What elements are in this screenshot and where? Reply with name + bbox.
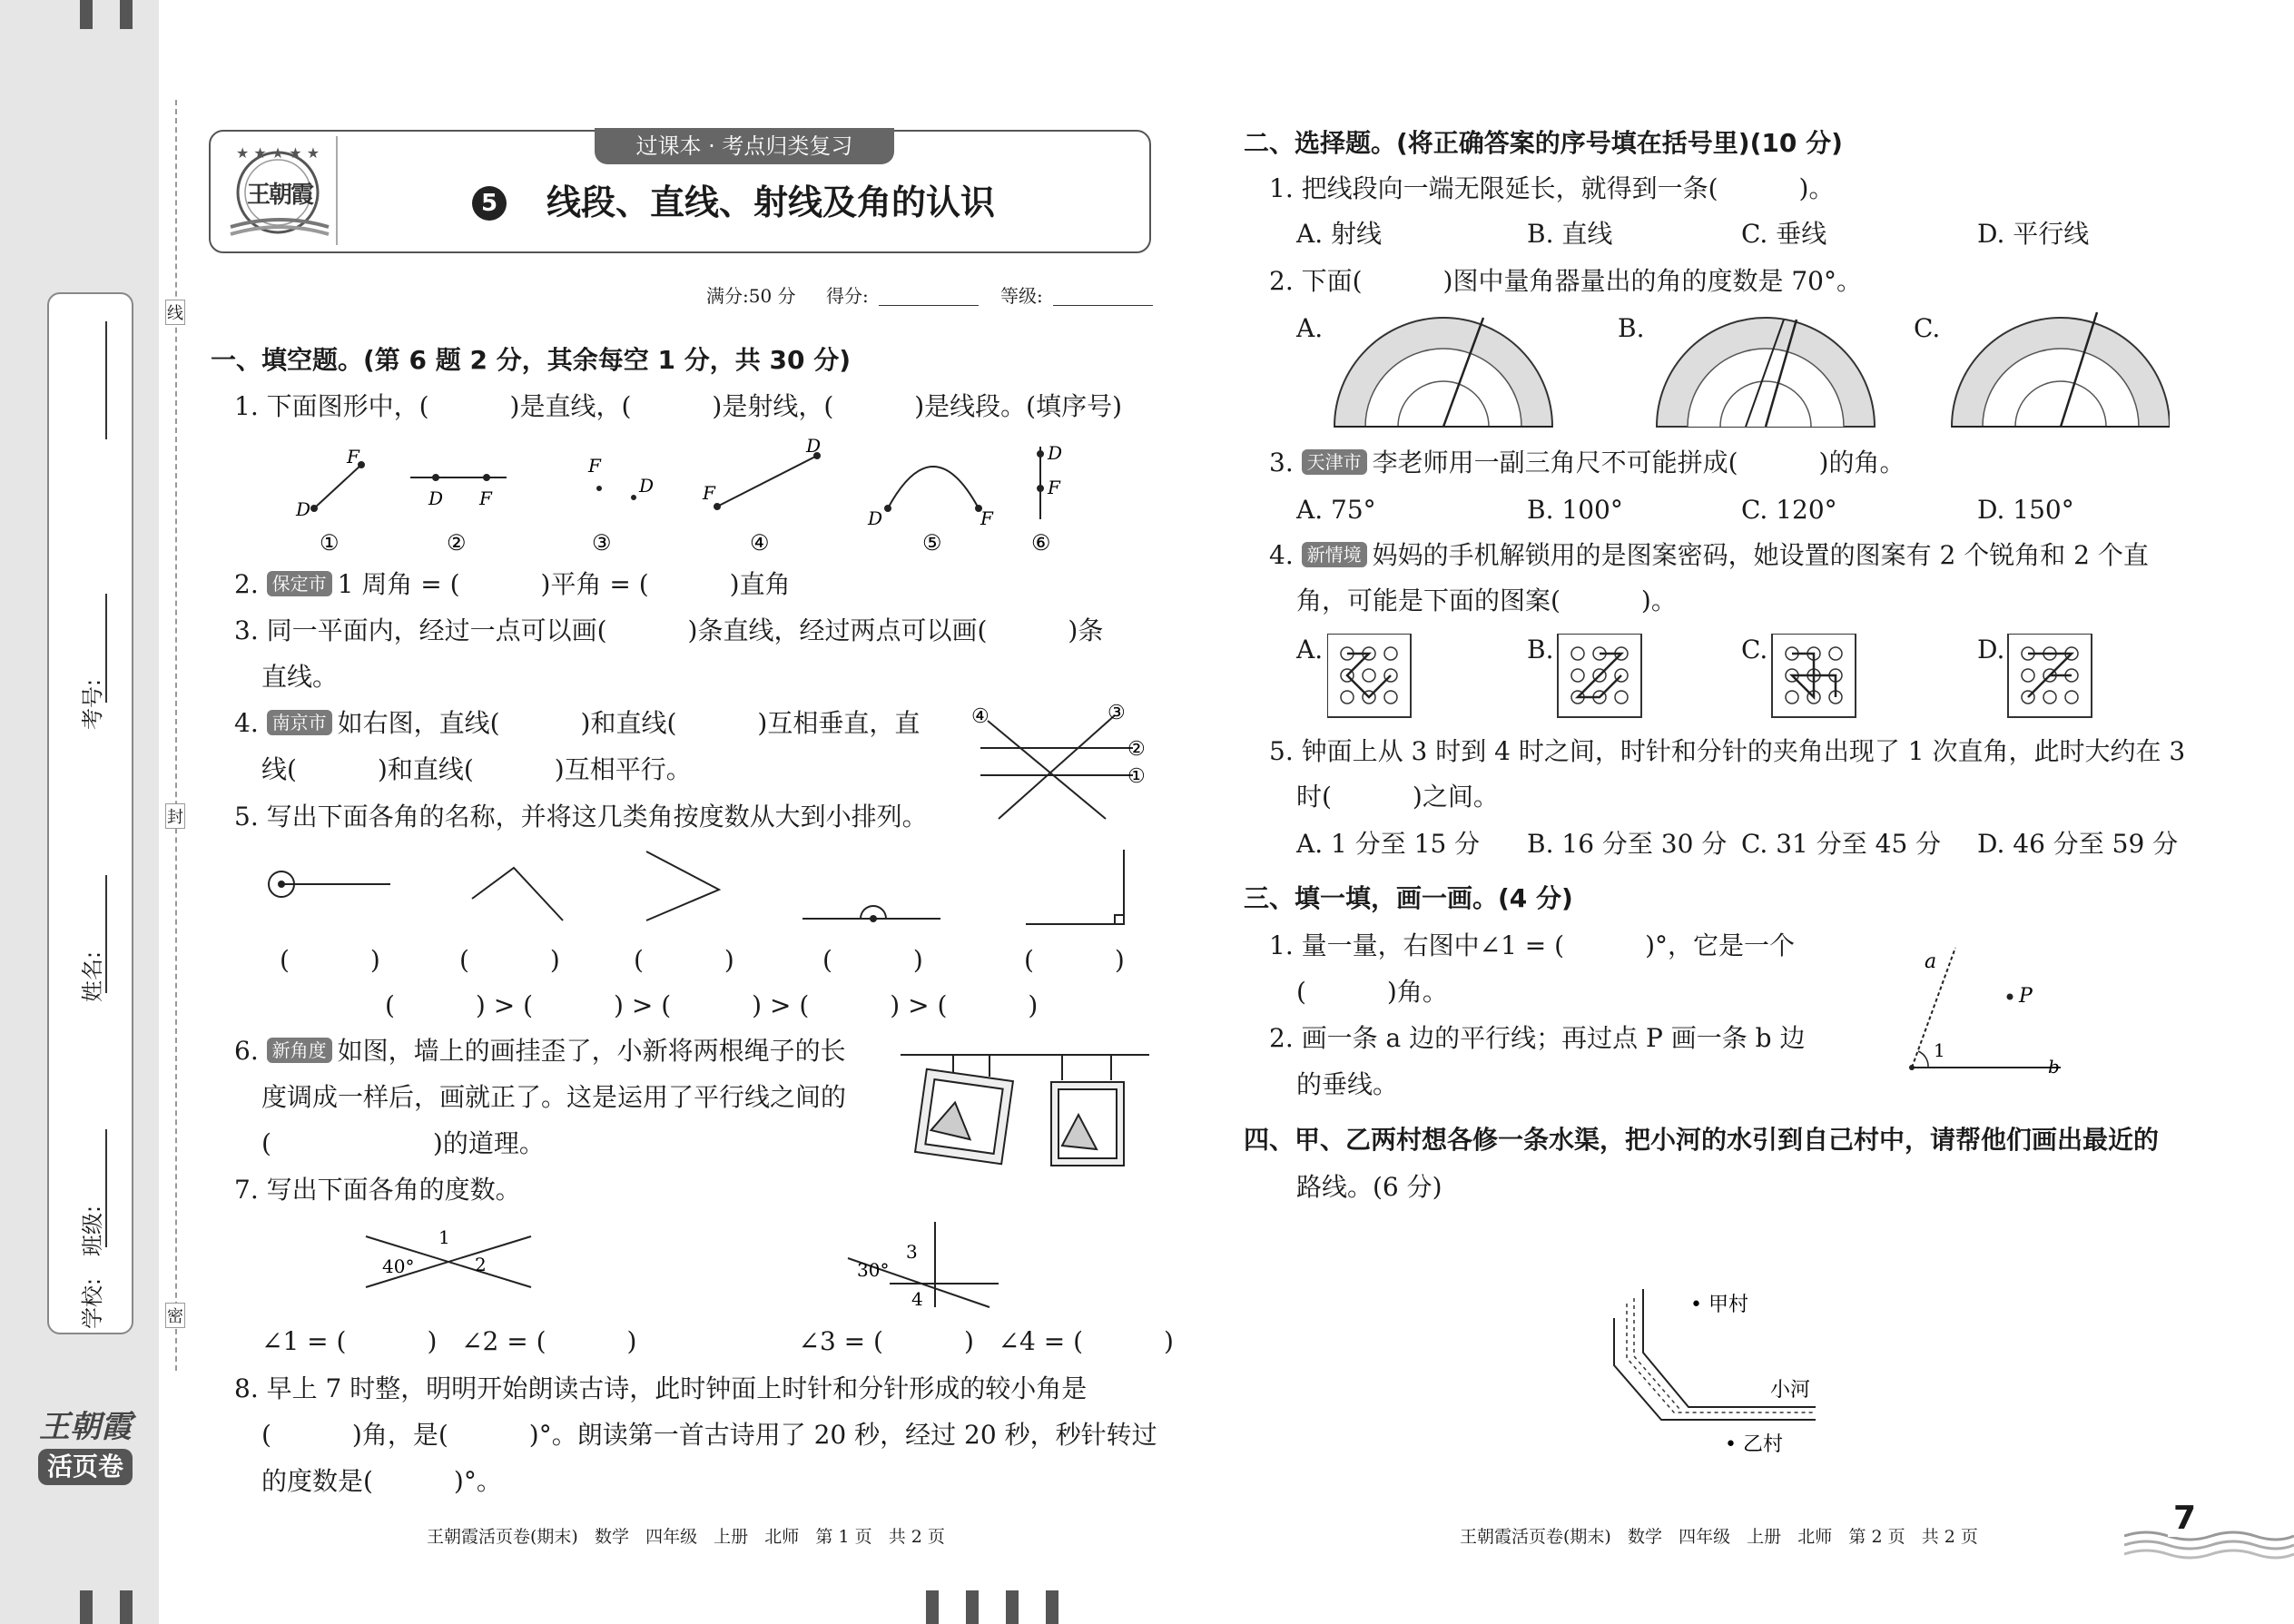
q-number: 2. [234, 569, 259, 599]
option[interactable]: B. [1618, 313, 1645, 343]
option[interactable]: A. 1 分至 15 分 [1296, 829, 1481, 859]
q5-order[interactable]: ( ) > ( ) > ( ) > ( ) > ( ) [385, 990, 1039, 1020]
unit-number-badge: 5 [472, 186, 507, 221]
field-label: 班级: [80, 1205, 105, 1256]
option[interactable]: C. [1741, 635, 1768, 664]
section-1-title: 一、填空题。(第 6 题 2 分，其余每空 1 分，共 30 分) [211, 345, 851, 375]
region-tag: 南京市 [267, 710, 332, 735]
question-6 [234, 1033, 846, 1069]
header-logo-seal [222, 136, 338, 245]
section-3-title: 三、填一填，画一画。(4 分) [1244, 883, 1573, 913]
option[interactable]: D. [1977, 635, 2005, 664]
option[interactable]: A. 75° [1296, 495, 1376, 525]
angle-label: 4 [911, 1288, 923, 1310]
svg-text:★ ★ ★ ★ ★: ★ ★ ★ ★ ★ [236, 144, 320, 162]
option[interactable]: B. 16 分至 30 分 [1527, 829, 1728, 859]
fig-number: ① [320, 530, 340, 556]
region-tag: 新角度 [267, 1038, 332, 1063]
question-8-cont: ( )角，是( )°。朗读第一首古诗用了 20 秒，经过 20 秒，秒针转过 [261, 1420, 1157, 1450]
binding-char: 线 [165, 300, 185, 325]
punch-mark [120, 0, 133, 29]
q-number: 4. [234, 708, 259, 738]
question-8: 8. 早上 7 时整，明明开始朗读古诗，此时钟面上时针和分针形成的较小角是 [234, 1373, 1088, 1403]
question-2 [234, 566, 791, 603]
q5-blank[interactable]: ( ) [634, 945, 734, 975]
line-label: ③ [1108, 702, 1126, 724]
q4-figure [971, 701, 1153, 837]
fig-number: ⑤ [922, 530, 942, 556]
option[interactable]: B. [1527, 635, 1554, 664]
fig-number: ③ [592, 530, 612, 556]
q-number: 3. [1269, 448, 1294, 477]
question-1: 1. 下面图形中，( )是直线，( )是射线，( )是线段。(填序号) [234, 391, 1123, 421]
s3-question-2: 2. 画一条 a 边的平行线；再过点 P 画一条 b 边 [1269, 1023, 1806, 1053]
angle-label: 3 [906, 1241, 918, 1263]
option[interactable]: B. 直线 [1527, 219, 1613, 249]
seal-text: 王朝霞 [247, 182, 313, 209]
option[interactable]: B. 100° [1527, 495, 1623, 525]
fig-label: P [2019, 985, 2033, 1008]
banner-text: 过课本 · 考点归类复习 [635, 133, 853, 159]
question-3-cont: 直线。 [261, 662, 339, 692]
punch-mark [120, 1590, 133, 1624]
figure-4 [714, 453, 820, 509]
fig-label: F [479, 487, 492, 509]
binding-dashed-line [175, 100, 177, 1371]
figure-3 [596, 486, 636, 500]
option[interactable]: C. 垂线 [1741, 219, 1827, 249]
field-label: 姓名: [80, 950, 105, 1002]
river-figure [1607, 1271, 1843, 1471]
footer-right: 王朝霞活页卷(期末) 数学 四年级 上册 北师 第 2 页 共 2 页 [1460, 1527, 1978, 1547]
fig-label: a [1925, 950, 1937, 973]
s3-question-1-cont: ( )角。 [1296, 977, 1448, 1007]
question-8-cont2: 的度数是( )°。 [261, 1466, 502, 1496]
q-number: 4. [1269, 540, 1294, 570]
fig-label: D [428, 487, 444, 509]
bottom-mark [1006, 1590, 1019, 1624]
brand-name: 王朝霞 [39, 1409, 132, 1445]
region-tag: 新情境 [1302, 542, 1367, 567]
punch-mark [80, 1590, 93, 1624]
score-input[interactable] [879, 305, 979, 306]
bottom-mark [926, 1590, 939, 1624]
fig-label: 1 [1934, 1039, 1945, 1061]
question-4-cont: 线( )和直线( )互相平行。 [261, 754, 692, 784]
village-label: • 乙村 [1725, 1433, 1783, 1456]
banner [595, 128, 894, 164]
line-label: ① [1127, 765, 1146, 788]
r-question-4 [1269, 537, 2149, 574]
q7-answers[interactable]: ∠1 = ( ) ∠2 = ( ) ∠3 = ( ) ∠4 = ( ) [261, 1326, 1174, 1356]
village-label: • 甲村 [1690, 1294, 1748, 1316]
option[interactable]: D. 平行线 [1977, 219, 2090, 249]
angle-label: 30° [857, 1259, 890, 1281]
pattern-d [2008, 634, 2092, 717]
fig-label: F [980, 507, 993, 529]
field-line[interactable] [105, 594, 107, 703]
s3-question-2-cont: 的垂线。 [1296, 1069, 1399, 1099]
score-label: 得分: [826, 285, 869, 307]
q7-figure-2 [844, 1220, 1008, 1311]
field-label: 学校: [80, 1277, 105, 1329]
bottom-mark [966, 1590, 979, 1624]
option[interactable]: C. 120° [1741, 495, 1837, 525]
page-number: 7 [2168, 1500, 2201, 1537]
field-label: 考号: [80, 678, 105, 730]
q5-blank[interactable]: ( ) [1024, 945, 1125, 975]
q7-figure-1 [359, 1216, 540, 1298]
footer-left: 王朝霞活页卷(期末) 数学 四年级 上册 北师 第 1 页 共 2 页 [427, 1527, 945, 1547]
option[interactable]: A. 射线 [1296, 219, 1383, 249]
q5-blank[interactable]: ( ) [822, 945, 923, 975]
angle-label: 40° [382, 1255, 415, 1277]
question-3: 3. 同一平面内，经过一点可以画( )条直线，经过两点可以画( )条 [234, 615, 1104, 645]
bottom-mark [1046, 1590, 1058, 1624]
q-text: 如图，墙上的画挂歪了，小新将两根绳子的长 [337, 1036, 846, 1066]
fig-label: D [639, 475, 655, 497]
student-info-box [47, 292, 133, 1334]
q-text: 李老师用一副三角尺不可能拼成( )的角。 [1372, 448, 1905, 477]
question-6-cont: 度调成一样后，画就正了。这是运用了平行线之间的 [261, 1082, 847, 1112]
option[interactable]: A. [1296, 313, 1324, 343]
q-number: 6. [234, 1036, 259, 1066]
fig-label: F [588, 455, 601, 477]
r-question-2: 2. 下面( )图中量角器量出的角的度数是 70°。 [1269, 266, 1862, 296]
pattern-b [1558, 634, 1641, 717]
region-tag: 天津市 [1302, 449, 1367, 475]
s3-question-1: 1. 量一量，右图中∠1 = ( )°，它是一个 [1269, 930, 1796, 960]
fig-label: D [1048, 442, 1063, 464]
brand-subtitle: 活页卷 [38, 1449, 133, 1485]
question-7: 7. 写出下面各角的度数。 [234, 1175, 521, 1205]
q1-figures [272, 434, 1089, 559]
field-line[interactable] [105, 875, 107, 993]
r-question-4-cont: 角，可能是下面的图案( )。 [1296, 586, 1677, 615]
figure-1 [311, 462, 364, 511]
option[interactable]: A. [1296, 635, 1324, 664]
r-question-3 [1269, 445, 1905, 481]
section-2-title: 二、选择题。(将正确答案的序号填在括号里)(10 分) [1244, 128, 1843, 158]
fig-label: D [868, 507, 883, 529]
r-question-5-cont: 时( )之间。 [1296, 782, 1499, 812]
r-question-1: 1. 把线段向一端无限延长，就得到一条( )。 [1269, 173, 1835, 203]
fig-label: F [703, 482, 715, 504]
section-4-title: 四、甲、乙两村想各修一条水渠，把小河的水引到自己村中，请帮他们画出最近的 [1244, 1125, 2160, 1155]
field-line[interactable] [105, 321, 107, 439]
region-tag: 保定市 [267, 571, 332, 596]
fig-number: ⑥ [1031, 530, 1051, 556]
line-label: ② [1127, 738, 1146, 761]
binding-char: 密 [165, 1303, 185, 1328]
fig-number: ② [447, 530, 467, 556]
protractors [1325, 309, 2170, 436]
s3-angle-figure [1897, 935, 2079, 1089]
protractor-c [1952, 312, 2170, 427]
brand-logo [38, 1405, 133, 1496]
grade-label: 等级: [1000, 285, 1043, 307]
q6-picture-figure [899, 1044, 1153, 1171]
fig-number: ④ [750, 530, 770, 556]
figure-5 [885, 467, 981, 511]
angle-label: 1 [438, 1226, 450, 1248]
question-5: 5. 写出下面各角的名称，并将这几类角按度数从大到小排列。 [234, 802, 928, 832]
q5-blank[interactable]: ( ) [280, 945, 380, 975]
figure-6 [1038, 447, 1043, 519]
option[interactable]: D. 46 分至 59 分 [1977, 829, 2179, 859]
field-line[interactable] [105, 1129, 107, 1247]
fig-label: D [806, 435, 822, 457]
fig-label: b [2048, 1056, 2060, 1078]
fig-label: F [1048, 477, 1060, 498]
option[interactable]: C. 31 分至 45 分 [1741, 829, 1942, 859]
r-question-5: 5. 钟面上从 3 时到 4 时之间，时针和分针的夹角出现了 1 次直角，此时大约在 3 [1269, 736, 2186, 766]
angle-label: 2 [475, 1254, 487, 1275]
pattern-a [1327, 634, 1411, 717]
grade-input[interactable] [1053, 305, 1153, 306]
protractor-b [1657, 318, 1875, 427]
full-score: 满分:50 分 [706, 285, 796, 307]
q-text: 妈妈的手机解锁用的是图案密码，她设置的图案有 2 个锐角和 2 个直 [1372, 540, 2149, 570]
punch-mark [80, 0, 93, 29]
option[interactable]: D. 150° [1977, 495, 2074, 525]
question-6-cont2: ( )的道理。 [261, 1128, 545, 1158]
q-text: 如右图，直线( )和直线( )互相垂直，直 [337, 708, 921, 738]
binding-char: 封 [165, 803, 185, 829]
line-label: ④ [971, 705, 989, 728]
q5-angles [254, 844, 1144, 935]
wave-decoration [2124, 1525, 2294, 1561]
protractor-a [1334, 318, 1552, 427]
q-text: 1 周角 = ( )平角 = ( )直角 [337, 569, 791, 599]
pattern-c [1772, 634, 1856, 717]
q5-blank[interactable]: ( ) [459, 945, 560, 975]
section-4-cont: 路线。(6 分) [1296, 1172, 1442, 1202]
river-label: 小河 [1770, 1379, 1811, 1402]
figure-2 [410, 475, 507, 480]
pattern-locks [1327, 634, 2108, 721]
fig-label: F [347, 446, 359, 468]
page-title: 线段、直线、射线及角的认识 [546, 182, 996, 222]
option[interactable]: C. [1914, 313, 1941, 343]
question-4 [234, 705, 920, 742]
fig-label: D [296, 498, 311, 520]
